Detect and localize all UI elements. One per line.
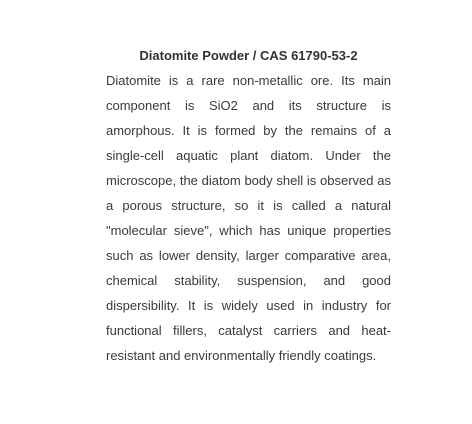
product-title: Diatomite Powder / CAS 61790-53-2 (139, 48, 358, 63)
description-paragraph: Diatomite is a rare non-metallic ore. Its main component is SiO2 and its structure is amorphous. It is formed by the remains of a single-cell aquatic plant diatom. Under the microscope, the diatom body shell is observed as a porous structure, so it is called a natural "molecular sieve", which has unique properties such as lower density, larger comparative area, chemical stability, suspension, and good dispersibility. It is widely used in industry for functional fillers, catalyst carriers and heat-resistant and environmentally friendly coatings. (106, 73, 391, 363)
product-description (106, 44, 391, 368)
